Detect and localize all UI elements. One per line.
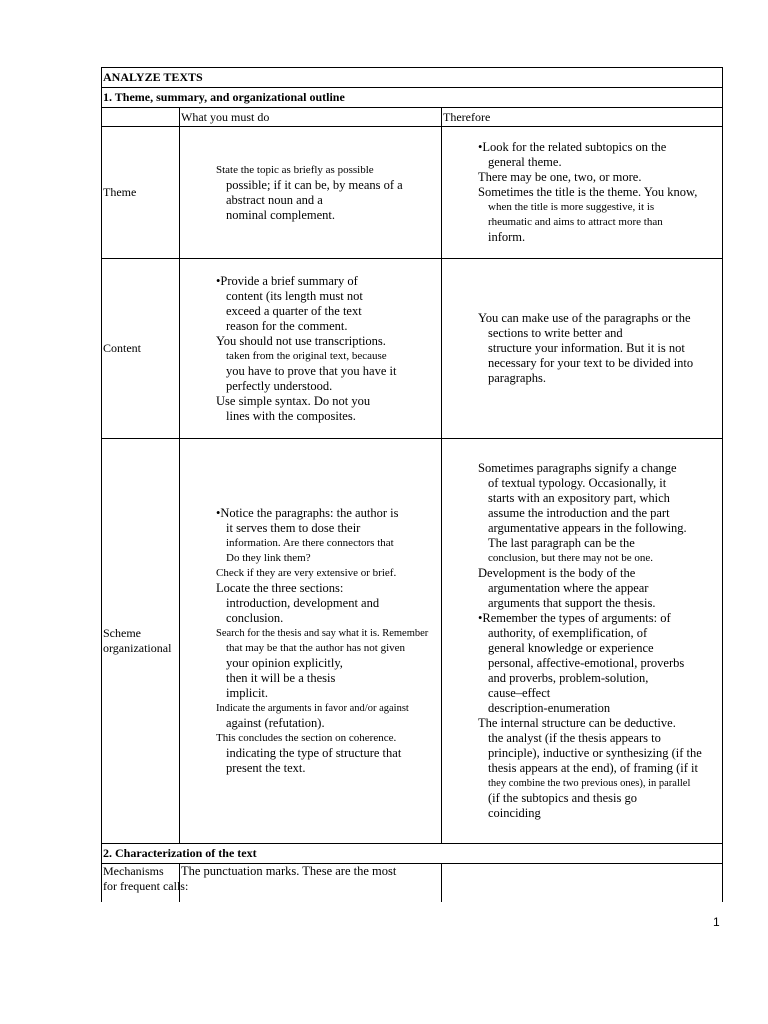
text-line: perfectly understood. bbox=[226, 378, 333, 393]
text-line: Sometimes the title is the theme. You know, bbox=[478, 185, 698, 199]
text-line: authority, of exemplification, of bbox=[488, 626, 648, 640]
theme-must-do-cell bbox=[180, 127, 442, 259]
text-line: necessary for your text to be divided into bbox=[488, 356, 694, 370]
section-2-heading: 2. Characterization of the text bbox=[102, 844, 723, 864]
text-line: •Remember the types of arguments: of bbox=[478, 611, 671, 625]
page-bottom-area bbox=[0, 902, 768, 1024]
text-line: structure your information. But it is not bbox=[488, 341, 685, 355]
text-line: Locate the three sections: bbox=[216, 581, 344, 595]
label-line: organizational bbox=[103, 641, 172, 655]
text-line: argumentative appears in the following. bbox=[488, 521, 687, 535]
text-line: content (its length must not bbox=[226, 288, 363, 303]
text-line: general knowledge or experience bbox=[488, 641, 654, 655]
mechanisms-text-cell: The punctuation marks. These are the most bbox=[180, 864, 442, 912]
label-line: Scheme bbox=[103, 626, 141, 640]
row-label-theme: Theme bbox=[102, 127, 180, 259]
text-line: personal, affective-emotional, proverbs bbox=[488, 656, 685, 670]
text-line: There may be one, two, or more. bbox=[478, 170, 642, 184]
text-line: •Provide a brief summary of bbox=[216, 273, 358, 288]
text-line: starts with an expository part, which bbox=[488, 491, 670, 505]
text-line: Indicate the arguments in favor and/or against bbox=[216, 703, 409, 714]
text-line: that may be that the author has not given bbox=[226, 642, 406, 654]
text-line: Use simple syntax. Do not you bbox=[216, 393, 371, 408]
text-line: •Notice the paragraphs: the author is bbox=[216, 506, 399, 520]
text-line: general theme. bbox=[488, 155, 562, 169]
header-therefore: Therefore bbox=[442, 108, 723, 127]
text-line: and proverbs, problem-solution, bbox=[488, 671, 649, 685]
text-line: rheumatic and aims to attract more than bbox=[488, 216, 663, 228]
text-line: Search for the thesis and say what it is. Remember bbox=[216, 628, 429, 639]
text-line: Check if they are very extensive or brief. bbox=[216, 567, 397, 579]
text-line: introduction, development and bbox=[226, 596, 380, 610]
text-line: present the text. bbox=[226, 761, 306, 775]
text-line: •Look for the related subtopics on the bbox=[478, 140, 667, 154]
scheme-must-do-cell bbox=[180, 439, 442, 844]
header-empty bbox=[102, 108, 180, 127]
text-line: conclusion, but there may not be one. bbox=[488, 552, 653, 564]
document-title: ANALYZE TEXTS bbox=[102, 68, 723, 88]
text-line: you have to prove that you have it bbox=[226, 363, 397, 378]
text-line: assume the introduction and the part bbox=[488, 506, 670, 520]
text-line: nominal complement. bbox=[226, 207, 336, 222]
text-line: Do they link them? bbox=[226, 552, 311, 564]
header-must-do: What you must do bbox=[180, 108, 442, 127]
text-line: your opinion explicitly, bbox=[226, 656, 343, 670]
content-must-do-cell bbox=[180, 259, 442, 439]
text-line: it serves them to dose their bbox=[226, 521, 361, 535]
text-line: abstract noun and a bbox=[226, 192, 323, 207]
text-line: description-enumeration bbox=[488, 701, 611, 715]
row-label-scheme bbox=[102, 439, 180, 844]
text-line: The last paragraph can be the bbox=[488, 536, 635, 550]
scheme-therefore-cell bbox=[442, 439, 723, 844]
row-label-content: Content bbox=[102, 259, 180, 439]
theme-therefore-cell bbox=[442, 127, 723, 259]
text-line: State the topic as briefly as possible bbox=[216, 163, 374, 176]
text-line: This concludes the section on coherence. bbox=[216, 732, 397, 744]
text-line: arguments that support the thesis. bbox=[488, 596, 656, 610]
text-line: thesis appears at the end), of framing (if it bbox=[488, 761, 698, 775]
text-line: implicit. bbox=[226, 686, 269, 700]
text-line: The internal structure can be deductive. bbox=[478, 716, 676, 730]
analysis-table bbox=[101, 67, 723, 912]
text-line: Sometimes paragraphs signify a change bbox=[478, 461, 677, 475]
text-line: against (refutation). bbox=[226, 716, 325, 730]
text-line: principle), inductive or synthesizing (if the bbox=[488, 746, 702, 760]
text-line: when the title is more suggestive, it is bbox=[488, 201, 655, 213]
text-line: sections to write better and bbox=[488, 326, 623, 340]
text-line: exceed a quarter of the text bbox=[226, 303, 362, 318]
text-line: Development is the body of the bbox=[478, 566, 636, 580]
text-line: You can make use of the paragraphs or the bbox=[478, 311, 691, 325]
text-line: the analyst (if the thesis appears to bbox=[488, 731, 661, 745]
text-line: of textual typology. Occasionally, it bbox=[488, 476, 667, 490]
text-line: paragraphs. bbox=[488, 371, 546, 385]
text-line: (if the subtopics and thesis go bbox=[488, 791, 637, 805]
page-number: 1 bbox=[713, 915, 720, 929]
text-line: then it will be a thesis bbox=[226, 671, 336, 685]
text-line: cause–effect bbox=[488, 686, 551, 700]
text-line: inform. bbox=[488, 230, 526, 244]
label-line: for frequent calls: bbox=[103, 879, 189, 893]
text-line: indicating the type of structure that bbox=[226, 746, 402, 760]
text-line: You should not use transcriptions. bbox=[216, 333, 386, 348]
content-therefore-cell bbox=[442, 259, 723, 439]
text-line: lines with the composites. bbox=[226, 408, 356, 423]
text-line: reason for the comment. bbox=[226, 318, 348, 333]
text-line: information. Are there connectors that bbox=[226, 537, 394, 549]
text-line: they combine the two previous ones), in parallel bbox=[488, 778, 691, 789]
text-line: possible; if it can be, by means of a bbox=[226, 177, 403, 192]
label-line: Mechanisms bbox=[103, 864, 164, 878]
text-line: coinciding bbox=[488, 806, 541, 820]
text-line: taken from the original text, because bbox=[226, 349, 387, 362]
text-line: argumentation where the appear bbox=[488, 581, 649, 595]
text-line: conclusion. bbox=[226, 611, 284, 625]
section-1-heading: 1. Theme, summary, and organizational outline bbox=[102, 88, 723, 108]
